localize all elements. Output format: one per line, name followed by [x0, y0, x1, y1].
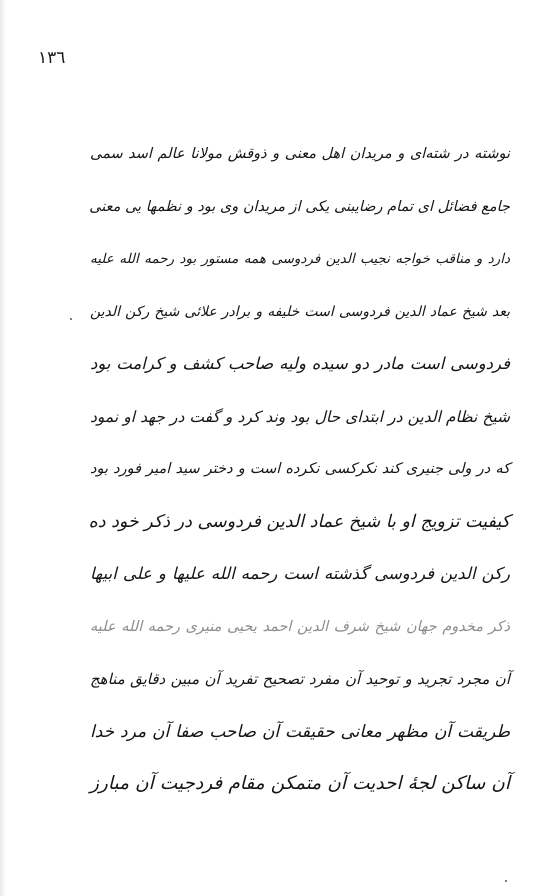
manuscript-text-block — [90, 128, 510, 811]
manuscript-line: که در ولی جنیری کند نکرکسی نکرده است و دختر سید امیر فورد بود — [90, 461, 510, 477]
manuscript-line: آن مجرد تجرید و توحید آن مفرد تصحیح تفرید آن مبین دقایق مناهج — [90, 670, 510, 688]
manuscript-line: دارد و مناقب خواجه نجیب الدین فردوسی همه مستور بود رحمه الله علیه — [90, 251, 510, 267]
manuscript-line: کیفیت تزویج او با شیخ عماد الدین فردوسی در ذکر خود ده — [88, 511, 510, 532]
manuscript-line: نوشته در شته‌ای و مریدان اهل معنی و ذوقش مولانا عالم اسد سمی — [90, 146, 510, 162]
manuscript-line: آن ساکن لجهٔ احدیت آن متمکن مقام فردجیت آن مبارز — [90, 773, 510, 794]
manuscript-line: جامع فضائل ای تمام رضایبنی یکی از مریدان وی بود و نظمها یی معنی — [89, 198, 510, 215]
section-heading-line: ذکر مخدوم جهان شیخ شرف الدین احمد یحیی منیری رحمه الله علیه — [90, 618, 510, 635]
page-edge-shadow — [0, 0, 6, 896]
ink-speck — [505, 880, 507, 882]
manuscript-line: شیخ نظام الدین در ابتدای حال بود وند کرد و گفت در جهد او نمود — [90, 407, 510, 426]
manuscript-line: بعد شیخ عماد الدین فردوسی است خلیفه و برادر علائی شیخ رکن الدین — [90, 303, 510, 320]
ink-speck — [70, 318, 72, 320]
manuscript-line: فردوسی است مادر دو سیده ولیه صاحب کشف و کرامت بود — [90, 354, 510, 373]
page-number: ١٣٦ — [38, 48, 66, 68]
manuscript-line: طریقت آن مظهر معانی حقیقت آن صاحب صفا آن مرد خدا — [90, 721, 510, 742]
manuscript-line: رکن الدین فردوسی گذشته است رحمه الله علیها و علی ابیها — [90, 564, 510, 583]
